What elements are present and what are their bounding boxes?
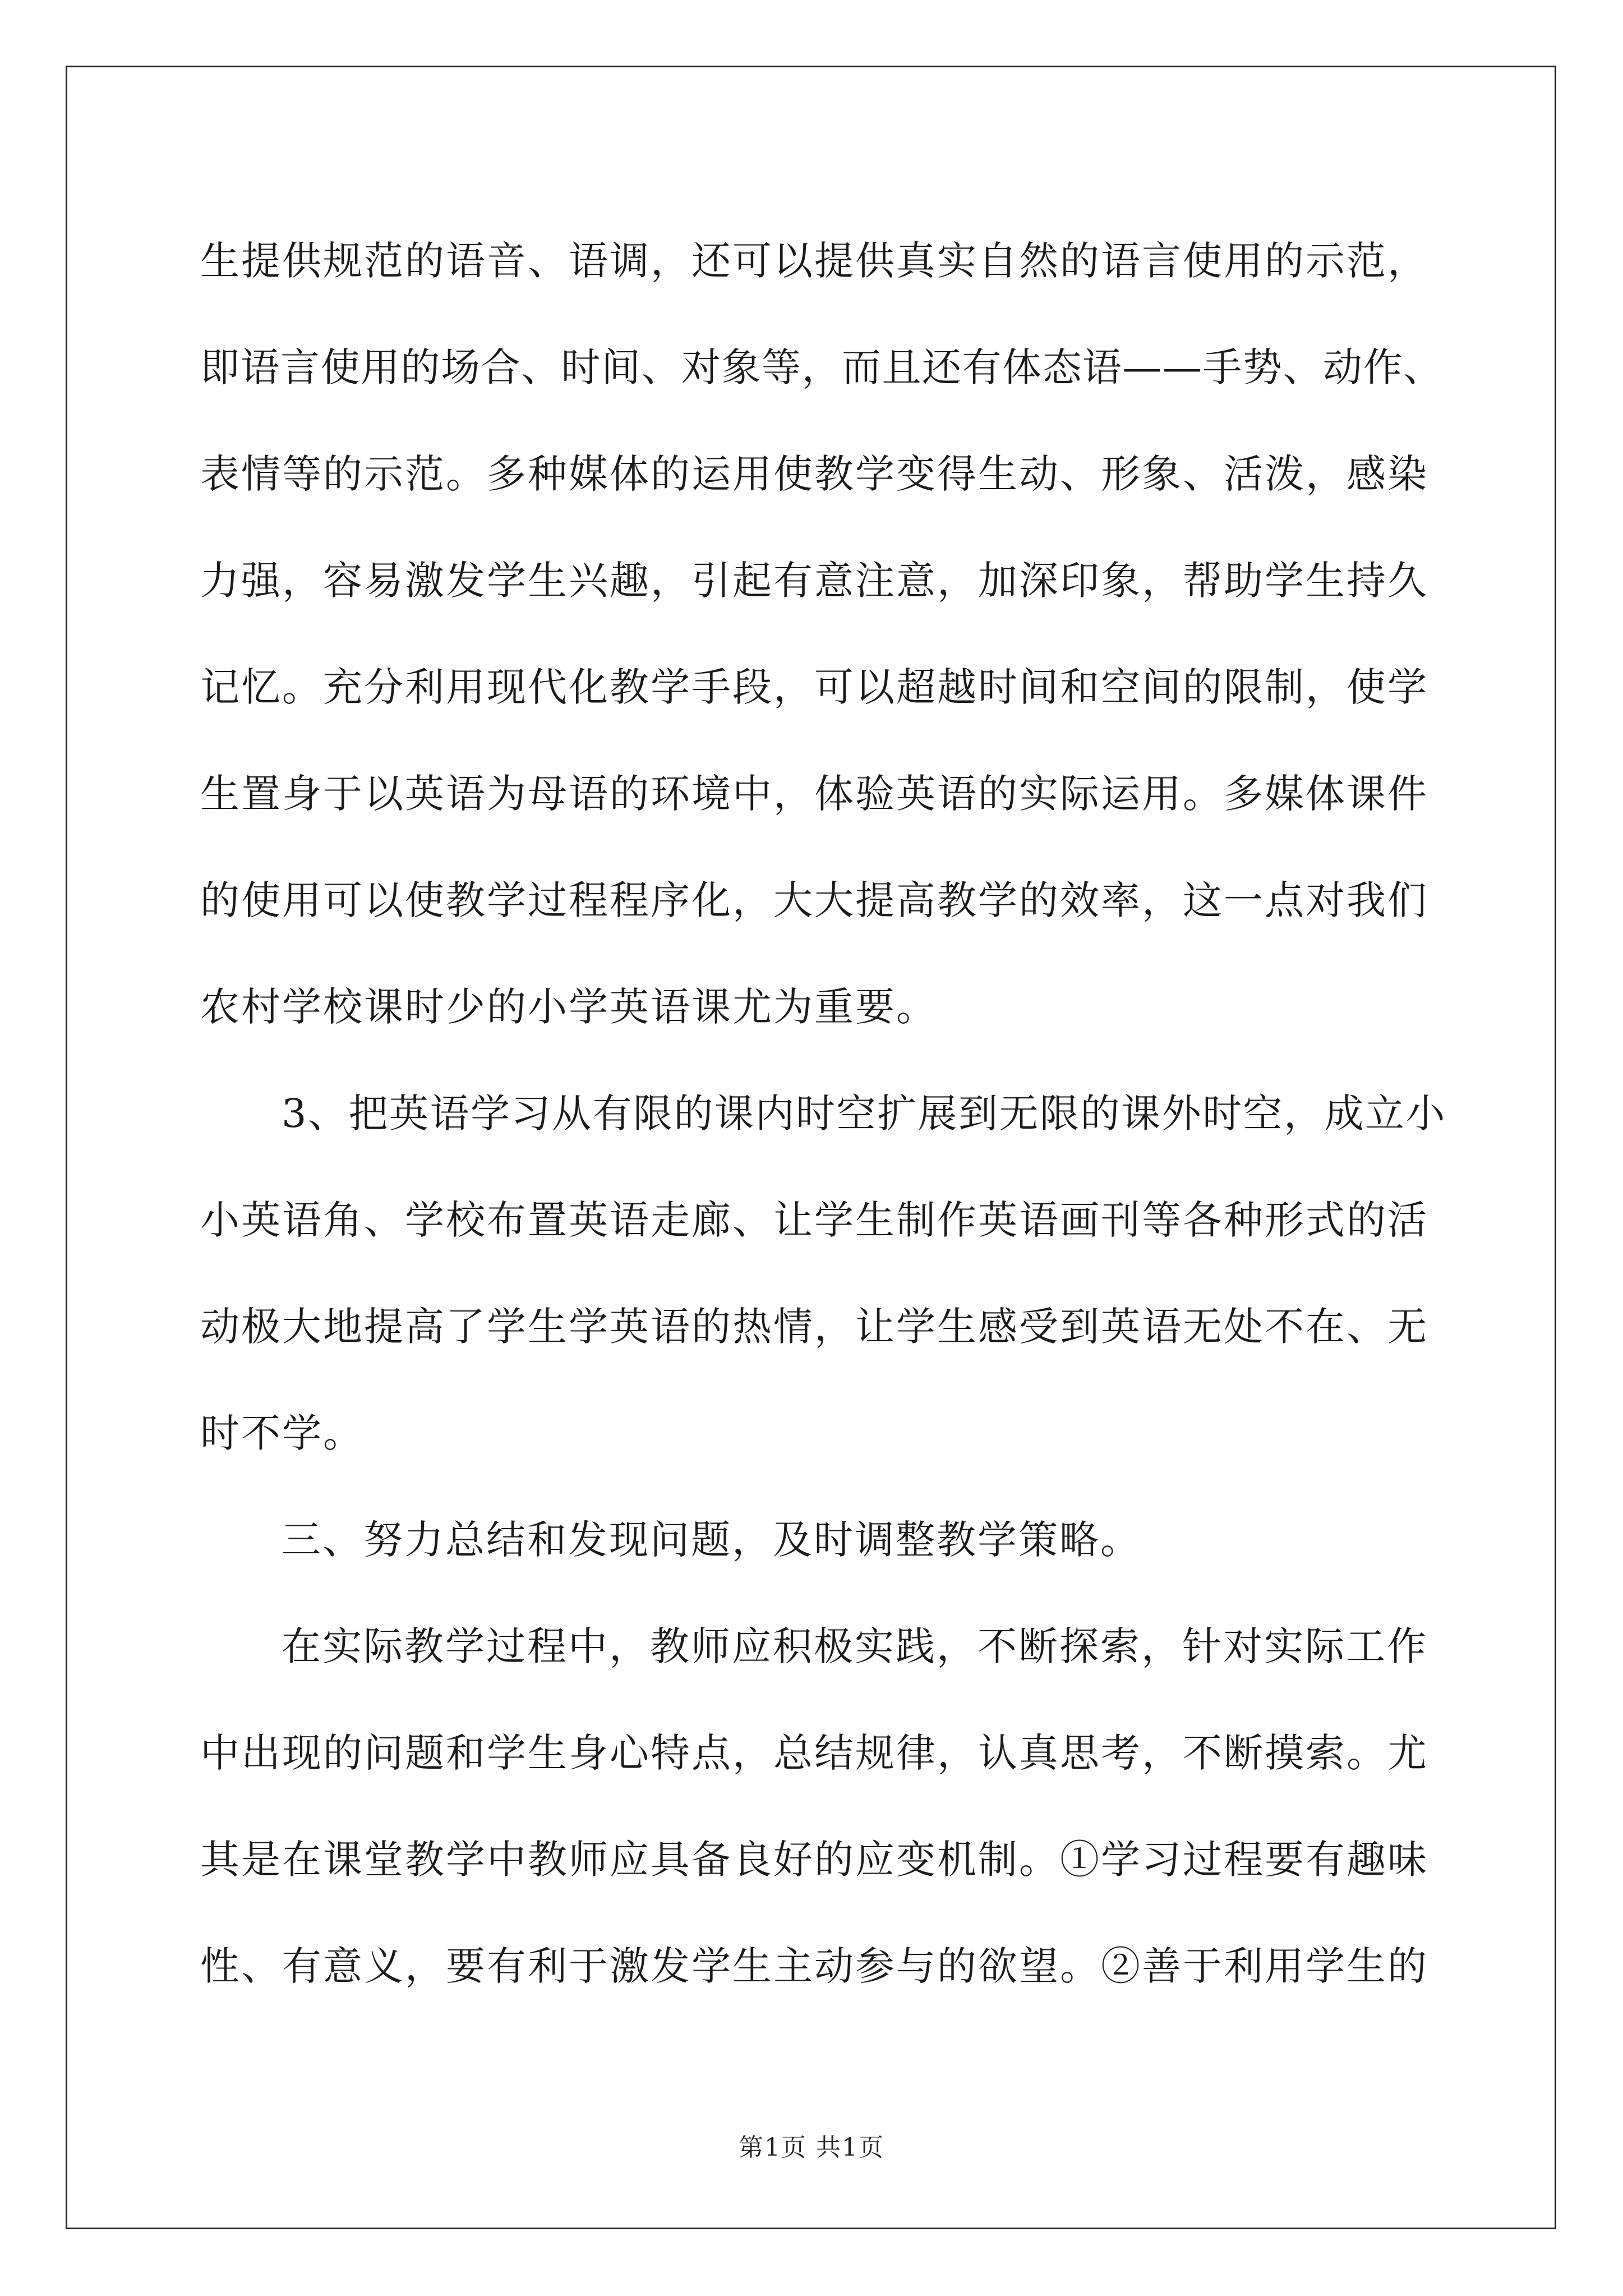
text-line: 在实际教学过程中，教师应积极实践，不断探索，针对实际工作 bbox=[282, 1623, 1428, 1669]
text-line: 的使用可以使教学过程程序化，大大提高教学的效率，这一点对我们 bbox=[200, 877, 1428, 923]
text-line: 小英语角、学校布置英语走廊、让学生制作英语画刊等各种形式的活 bbox=[200, 1197, 1428, 1243]
text-line: 记忆。充分利用现代化教学手段，可以超越时间和空间的限制，使学 bbox=[200, 664, 1428, 710]
text-line: 即语言使用的场合、时间、对象等，而且还有体态语——手势、动作、 bbox=[200, 344, 1444, 390]
text-line: 其是在课堂教学中教师应具备良好的应变机制。①学习过程要有趣味 bbox=[200, 1837, 1428, 1883]
text-line: 性、有意义，要有利于激发学生主动参与的欲望。②善于利用学生的 bbox=[200, 1943, 1428, 1989]
section-heading: 三、努力总结和发现问题，及时调整教学策略。 bbox=[282, 1517, 1141, 1563]
text-line: 3、把英语学习从有限的课内时空扩展到无限的课外时空，成立小 bbox=[282, 1091, 1447, 1137]
body-text bbox=[200, 208, 1451, 2019]
text-line: 表情等的示范。多种媒体的运用使教学变得生动、形象、活泼，感染 bbox=[200, 451, 1428, 497]
text-line: 农村学校课时少的小学英语课尤为重要。 bbox=[200, 984, 937, 1030]
page-number-footer: 第1页 共1页 bbox=[739, 2133, 884, 2162]
text-line: 动极大地提高了学生学英语的热情，让学生感受到英语无处不在、无 bbox=[200, 1304, 1428, 1350]
text-line: 力强，容易激发学生兴趣，引起有意注意，加深印象，帮助学生持久 bbox=[200, 558, 1428, 604]
text-line: 中出现的问题和学生身心特点，总结规律，认真思考，不断摸索。尤 bbox=[200, 1730, 1428, 1776]
text-line: 生置身于以英语为母语的环境中，体验英语的实际运用。多媒体课件 bbox=[200, 771, 1428, 817]
text-line: 生提供规范的语音、语调，还可以提供真实自然的语言使用的示范， bbox=[200, 238, 1428, 284]
document-body bbox=[200, 208, 1451, 2019]
text-line: 时不学。 bbox=[200, 1410, 364, 1456]
